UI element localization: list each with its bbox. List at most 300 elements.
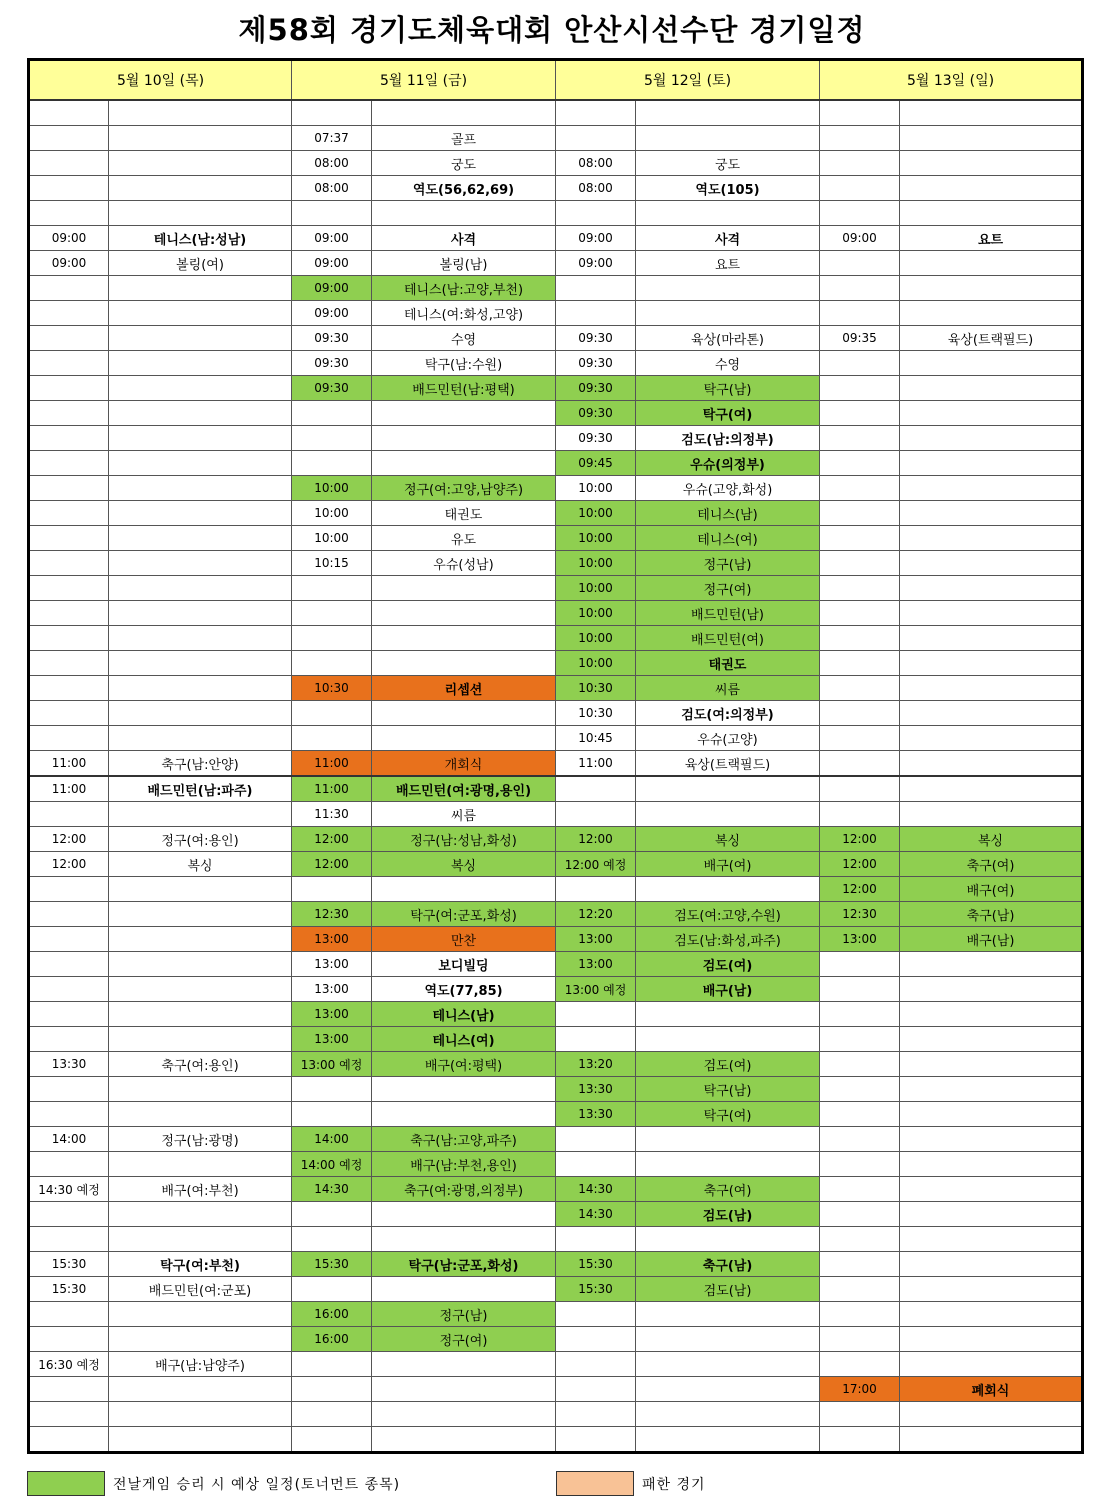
event-name (109, 451, 292, 476)
event-time (29, 651, 109, 676)
event-time: 15:30 (29, 1277, 109, 1302)
event-name: 요트 (900, 226, 1083, 251)
event-time: 09:30 (292, 326, 372, 351)
event-name (636, 776, 820, 802)
schedule-row (29, 1402, 1083, 1427)
event-name: 우슈(의정부) (636, 451, 820, 476)
event-name: 배드민턴(남) (636, 601, 820, 626)
event-name (900, 1152, 1083, 1177)
schedule-row (29, 1027, 1083, 1052)
event-time (29, 1027, 109, 1052)
event-time (556, 1327, 636, 1352)
event-name (900, 802, 1083, 827)
event-time: 09:45 (556, 451, 636, 476)
event-time: 13:00 (820, 927, 900, 952)
event-name (636, 1327, 820, 1352)
event-time (29, 1002, 109, 1027)
event-name (900, 751, 1083, 777)
event-time: 10:00 (292, 476, 372, 501)
event-name (109, 476, 292, 501)
event-time: 10:15 (292, 551, 372, 576)
event-name: 축구(여) (636, 1177, 820, 1202)
event-time (29, 1102, 109, 1127)
event-name (900, 726, 1083, 751)
event-name (109, 151, 292, 176)
event-name (636, 1352, 820, 1377)
event-time (820, 701, 900, 726)
schedule-row (29, 651, 1083, 676)
event-time (29, 1427, 109, 1453)
event-name (900, 1402, 1083, 1427)
event-time: 11:30 (292, 802, 372, 827)
event-name: 배구(여:부천) (109, 1177, 292, 1202)
event-name (636, 301, 820, 326)
event-time: 15:30 (556, 1277, 636, 1302)
event-time: 11:00 (29, 776, 109, 802)
event-name (372, 1402, 556, 1427)
event-time (292, 576, 372, 601)
event-name: 정구(여:용인) (109, 827, 292, 852)
event-time (820, 802, 900, 827)
day-header: 5월 12일 (토) (556, 60, 820, 101)
event-name (636, 1427, 820, 1453)
event-time: 09:00 (292, 226, 372, 251)
schedule-row (29, 802, 1083, 827)
event-name (109, 351, 292, 376)
event-time (820, 1352, 900, 1377)
event-time (292, 877, 372, 902)
event-name (900, 1027, 1083, 1052)
event-name (109, 201, 292, 226)
event-name (900, 676, 1083, 701)
event-name: 검도(여) (636, 1052, 820, 1077)
event-name: 테니스(여) (372, 1027, 556, 1052)
event-time (556, 1402, 636, 1427)
event-name (109, 927, 292, 952)
event-time (820, 176, 900, 201)
event-name (900, 1002, 1083, 1027)
event-time: 12:20 (556, 902, 636, 927)
event-time (292, 201, 372, 226)
schedule-row (29, 1327, 1083, 1352)
event-name (109, 1102, 292, 1127)
event-name (900, 100, 1083, 126)
event-name (900, 1127, 1083, 1152)
event-name (372, 701, 556, 726)
schedule-row (29, 226, 1083, 251)
event-name: 축구(남) (636, 1252, 820, 1277)
event-name (900, 1302, 1083, 1327)
event-name (900, 1077, 1083, 1102)
schedule-row (29, 1352, 1083, 1377)
event-name: 씨름 (636, 676, 820, 701)
event-time: 10:30 (556, 701, 636, 726)
event-name: 검도(여:의정부) (636, 701, 820, 726)
event-name (900, 1102, 1083, 1127)
event-time (556, 1427, 636, 1453)
event-name: 탁구(남) (636, 376, 820, 401)
event-name: 만찬 (372, 927, 556, 952)
schedule-row (29, 1077, 1083, 1102)
event-time (820, 1277, 900, 1302)
event-name: 탁구(여) (636, 401, 820, 426)
event-name (109, 1002, 292, 1027)
event-name (372, 1102, 556, 1127)
event-name: 역도(77,85) (372, 977, 556, 1002)
event-name (109, 877, 292, 902)
event-time: 14:30 예정 (29, 1177, 109, 1202)
event-time: 11:00 (29, 751, 109, 777)
schedule-row (29, 1252, 1083, 1277)
event-time: 07:37 (292, 126, 372, 151)
event-name (109, 301, 292, 326)
event-name (900, 526, 1083, 551)
event-time (292, 1427, 372, 1453)
event-name: 정구(남) (372, 1302, 556, 1327)
event-name (636, 802, 820, 827)
event-time: 08:00 (556, 176, 636, 201)
event-name (900, 1227, 1083, 1252)
event-time (820, 100, 900, 126)
event-time (292, 701, 372, 726)
event-name: 축구(남:안양) (109, 751, 292, 777)
event-time: 14:00 (29, 1127, 109, 1152)
event-name (900, 651, 1083, 676)
event-name: 복싱 (900, 827, 1083, 852)
event-name (636, 276, 820, 301)
event-time (556, 877, 636, 902)
schedule-row (29, 1177, 1083, 1202)
schedule-row (29, 827, 1083, 852)
event-time (820, 1177, 900, 1202)
event-name (900, 451, 1083, 476)
event-time (29, 176, 109, 201)
event-time (820, 1427, 900, 1453)
event-name: 볼링(남) (372, 251, 556, 276)
event-name: 요트 (636, 251, 820, 276)
event-time: 10:00 (292, 526, 372, 551)
event-name: 검도(여) (636, 952, 820, 977)
event-time: 09:00 (29, 251, 109, 276)
event-name (109, 651, 292, 676)
schedule-row (29, 301, 1083, 326)
event-time (29, 877, 109, 902)
event-time (820, 776, 900, 802)
schedule-row (29, 501, 1083, 526)
event-time (292, 451, 372, 476)
event-name (900, 626, 1083, 651)
event-time (820, 1127, 900, 1152)
event-name (109, 1152, 292, 1177)
event-time: 13:30 (29, 1052, 109, 1077)
event-name (900, 301, 1083, 326)
event-time (820, 476, 900, 501)
event-time: 12:00 (292, 827, 372, 852)
event-name (636, 1002, 820, 1027)
event-name: 배드민턴(남:파주) (109, 776, 292, 802)
event-name: 정구(남:성남,화성) (372, 827, 556, 852)
event-name (109, 1327, 292, 1352)
event-name: 복싱 (636, 827, 820, 852)
event-name (900, 251, 1083, 276)
event-name: 배드민턴(여:광명,용인) (372, 776, 556, 802)
event-time (556, 1027, 636, 1052)
event-name: 육상(마라톤) (636, 326, 820, 351)
event-name (109, 501, 292, 526)
event-name (109, 726, 292, 751)
day-header: 5월 13일 (일) (820, 60, 1083, 101)
event-name: 배구(여) (900, 877, 1083, 902)
event-time (29, 501, 109, 526)
event-name (372, 1427, 556, 1453)
event-time: 08:00 (292, 151, 372, 176)
event-time (29, 151, 109, 176)
event-time (556, 776, 636, 802)
event-name: 우슈(성남) (372, 551, 556, 576)
event-time (820, 751, 900, 777)
event-name (636, 1227, 820, 1252)
event-time (820, 1252, 900, 1277)
event-name (900, 1327, 1083, 1352)
event-name (636, 1402, 820, 1427)
event-time (820, 126, 900, 151)
event-time (29, 551, 109, 576)
event-name (109, 176, 292, 201)
event-name (372, 401, 556, 426)
event-name (109, 601, 292, 626)
event-name (900, 576, 1083, 601)
event-name (109, 576, 292, 601)
event-name: 폐회식 (900, 1377, 1083, 1402)
event-time: 09:30 (556, 351, 636, 376)
event-time (820, 426, 900, 451)
event-time (820, 1077, 900, 1102)
event-time (292, 1377, 372, 1402)
schedule-row (29, 1302, 1083, 1327)
event-name: 배구(남) (900, 927, 1083, 952)
event-name (109, 126, 292, 151)
event-time (556, 1127, 636, 1152)
event-name (900, 276, 1083, 301)
event-time (820, 551, 900, 576)
event-time (29, 426, 109, 451)
event-time: 13:00 (292, 1027, 372, 1052)
schedule-row (29, 401, 1083, 426)
event-name (636, 1152, 820, 1177)
event-name (900, 601, 1083, 626)
event-time (556, 1227, 636, 1252)
event-name (372, 601, 556, 626)
event-time: 10:00 (556, 551, 636, 576)
schedule-row (29, 601, 1083, 626)
event-time: 16:30 예정 (29, 1352, 109, 1377)
day-header: 5월 10일 (목) (29, 60, 292, 101)
schedule-row (29, 376, 1083, 401)
event-time: 12:30 (820, 902, 900, 927)
event-name: 정구(남) (636, 551, 820, 576)
event-name (109, 977, 292, 1002)
event-name: 육상(트랙필드) (636, 751, 820, 777)
event-name: 축구(여) (900, 852, 1083, 877)
event-name (372, 1352, 556, 1377)
event-time (29, 676, 109, 701)
schedule-row (29, 1052, 1083, 1077)
event-time (29, 201, 109, 226)
event-time: 15:30 (556, 1252, 636, 1277)
schedule-row (29, 451, 1083, 476)
event-name (372, 726, 556, 751)
event-name (900, 551, 1083, 576)
schedule-row (29, 251, 1083, 276)
event-time (29, 802, 109, 827)
event-time (292, 1352, 372, 1377)
event-time (820, 1027, 900, 1052)
event-time (556, 301, 636, 326)
event-name: 배구(여) (636, 852, 820, 877)
event-time (820, 376, 900, 401)
event-name (372, 626, 556, 651)
event-name: 개회식 (372, 751, 556, 777)
event-name (372, 1227, 556, 1252)
event-name (900, 1427, 1083, 1453)
event-name (900, 1252, 1083, 1277)
event-time (820, 1227, 900, 1252)
event-name (636, 1377, 820, 1402)
event-time (29, 601, 109, 626)
event-time: 13:00 (556, 952, 636, 977)
event-time: 12:00 (292, 852, 372, 877)
event-name: 배구(남) (636, 977, 820, 1002)
event-time (29, 1202, 109, 1227)
event-time: 12:00 (556, 827, 636, 852)
event-time (292, 1102, 372, 1127)
event-time: 13:00 예정 (292, 1052, 372, 1077)
event-name (636, 1302, 820, 1327)
event-name: 역도(105) (636, 176, 820, 201)
event-name (372, 1377, 556, 1402)
event-time: 13:30 (556, 1102, 636, 1127)
event-name: 배드민턴(남:평택) (372, 376, 556, 401)
event-name (900, 776, 1083, 802)
event-time (292, 601, 372, 626)
event-name: 복싱 (372, 852, 556, 877)
event-time: 09:30 (556, 426, 636, 451)
event-time (820, 451, 900, 476)
event-name: 축구(남) (900, 902, 1083, 927)
event-time (29, 1152, 109, 1177)
event-time: 13:00 (292, 977, 372, 1002)
event-name: 사격 (372, 226, 556, 251)
event-time: 09:00 (292, 276, 372, 301)
day-header: 5월 11일 (금) (292, 60, 556, 101)
schedule-row (29, 1202, 1083, 1227)
event-name (900, 401, 1083, 426)
event-time: 11:00 (556, 751, 636, 777)
event-time (556, 201, 636, 226)
schedule-row (29, 426, 1083, 451)
event-name: 복싱 (109, 852, 292, 877)
event-time (29, 1077, 109, 1102)
event-name: 탁구(남:수원) (372, 351, 556, 376)
event-name (109, 1227, 292, 1252)
schedule-row (29, 902, 1083, 927)
event-name: 유도 (372, 526, 556, 551)
event-name: 배구(남:부천,용인) (372, 1152, 556, 1177)
legend-tournament (27, 1471, 400, 1496)
event-time (292, 1202, 372, 1227)
event-time (29, 451, 109, 476)
schedule-row (29, 1277, 1083, 1302)
legend-green-swatch (27, 1471, 105, 1496)
event-name (372, 100, 556, 126)
event-time: 12:30 (292, 902, 372, 927)
schedule-row (29, 151, 1083, 176)
event-name: 태권도 (636, 651, 820, 676)
event-name (372, 201, 556, 226)
event-name (900, 1352, 1083, 1377)
event-name (900, 351, 1083, 376)
schedule-row (29, 126, 1083, 151)
event-name: 검도(남) (636, 1202, 820, 1227)
event-time: 12:00 (820, 877, 900, 902)
event-time: 10:45 (556, 726, 636, 751)
event-name (109, 626, 292, 651)
event-name (109, 701, 292, 726)
event-time (820, 726, 900, 751)
event-name: 배드민턴(여) (636, 626, 820, 651)
schedule-row (29, 726, 1083, 751)
schedule-row (29, 676, 1083, 701)
event-time (292, 1277, 372, 1302)
event-name (109, 1202, 292, 1227)
schedule-row (29, 977, 1083, 1002)
schedule-row (29, 626, 1083, 651)
schedule-row (29, 201, 1083, 226)
event-name (109, 676, 292, 701)
event-time: 14:30 (292, 1177, 372, 1202)
event-time (29, 401, 109, 426)
event-name: 배구(남:남양주) (109, 1352, 292, 1377)
event-name (372, 1077, 556, 1102)
event-time: 10:00 (556, 501, 636, 526)
event-time (29, 701, 109, 726)
schedule-row (29, 952, 1083, 977)
event-name (372, 1277, 556, 1302)
event-time (820, 1002, 900, 1027)
event-time: 13:00 (292, 952, 372, 977)
event-name: 수영 (636, 351, 820, 376)
schedule-row (29, 1152, 1083, 1177)
event-name: 탁구(여:군포,화성) (372, 902, 556, 927)
event-time: 12:00 (29, 827, 109, 852)
event-name: 우슈(고양,화성) (636, 476, 820, 501)
event-time (820, 1102, 900, 1127)
event-time (820, 952, 900, 977)
event-time (292, 426, 372, 451)
event-time (29, 576, 109, 601)
event-time: 09:00 (292, 251, 372, 276)
event-time: 14:00 (292, 1127, 372, 1152)
event-time: 13:30 (556, 1077, 636, 1102)
event-time: 17:00 (820, 1377, 900, 1402)
event-name (900, 1202, 1083, 1227)
event-time (29, 927, 109, 952)
event-time: 09:30 (556, 401, 636, 426)
event-time: 15:30 (292, 1252, 372, 1277)
event-time (556, 276, 636, 301)
event-time: 11:00 (292, 751, 372, 777)
event-name (636, 1027, 820, 1052)
